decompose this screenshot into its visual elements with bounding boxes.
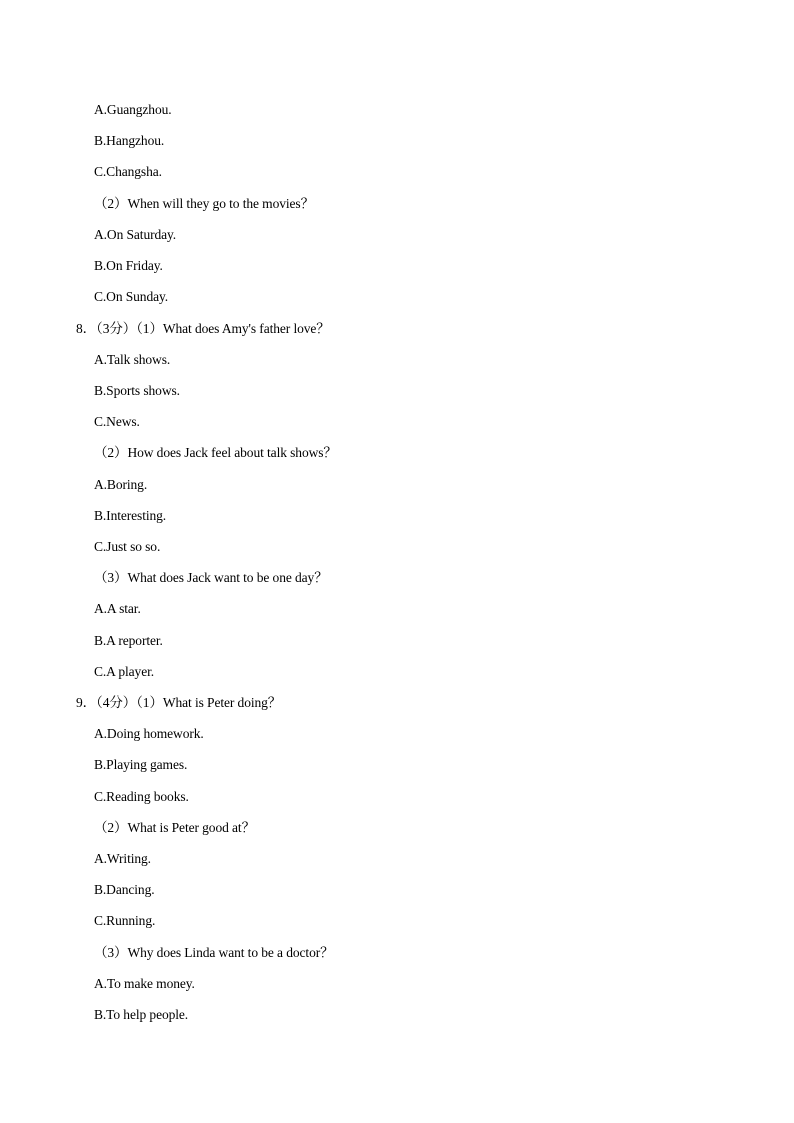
option-line: A.A star. (94, 601, 141, 616)
sub-question-line: （2）When will they go to the movies？ (94, 196, 314, 211)
option-line: C.Reading books. (94, 789, 189, 804)
option-line: A.On Saturday. (94, 227, 177, 242)
option-line: C.Running. (94, 913, 156, 928)
option-line: B.Hangzhou. (94, 133, 165, 148)
sub-question-line: （3）Why does Linda want to be a doctor？ (94, 945, 334, 960)
option-line: B.To help people. (94, 1007, 189, 1022)
option-line: B.Dancing. (94, 882, 155, 897)
option-line: B.Interesting. (94, 508, 167, 523)
option-line: B.On Friday. (94, 258, 163, 273)
option-line: A.Boring. (94, 477, 148, 492)
option-line: C.Just so so. (94, 539, 161, 554)
sub-question-line: （3）What does Jack want to be one day？ (94, 570, 328, 585)
option-line: A.Writing. (94, 851, 151, 866)
sub-question-line: （2）How does Jack feel about talk shows？ (94, 445, 337, 460)
option-line: C.News. (94, 414, 140, 429)
option-line: A.Guangzhou. (94, 102, 172, 117)
option-line: C.On Sunday. (94, 289, 169, 304)
option-line: C.Changsha. (94, 164, 162, 179)
question-line: 9．（4分）（1）What is Peter doing？ (76, 695, 282, 710)
option-line: C.A player. (94, 664, 155, 679)
option-line: B.A reporter. (94, 633, 163, 648)
question-line: 8．（3分）（1）What does Amy's father love？ (76, 321, 330, 336)
option-line: B.Playing games. (94, 757, 188, 772)
option-line: A.To make money. (94, 976, 195, 991)
sub-question-line: （2）What is Peter good at？ (94, 820, 255, 835)
option-line: A.Doing homework. (94, 726, 204, 741)
option-line: A.Talk shows. (94, 352, 171, 367)
option-line: B.Sports shows. (94, 383, 180, 398)
